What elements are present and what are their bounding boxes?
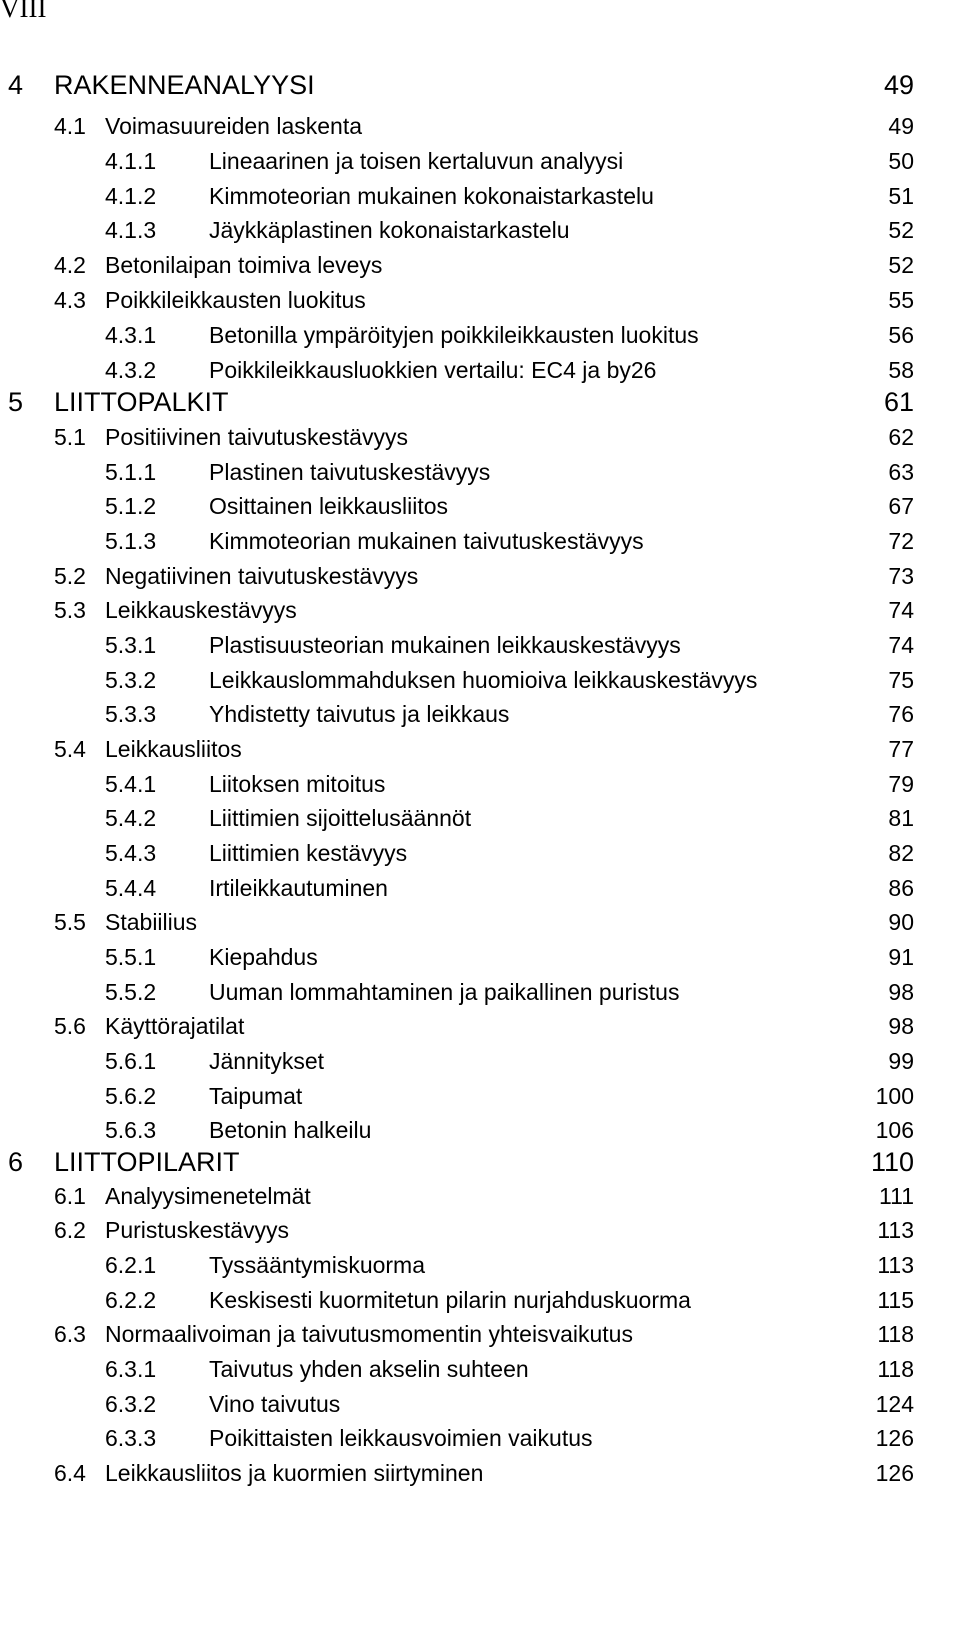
dot-leader	[198, 921, 887, 935]
toc-entry-number: 4.3	[54, 286, 86, 313]
toc-entry-number: 6.3.3	[105, 1424, 157, 1451]
toc-entry-number: 4.2	[54, 251, 86, 278]
toc-entry-title: Jäykkäplastinen kokonaistarkastelu	[209, 216, 570, 243]
toc-entry[interactable]	[0, 1214, 960, 1246]
toc-entry-title: Kiepahdus	[209, 943, 318, 970]
toc-entry-number: 5.4	[54, 735, 86, 762]
toc-entry-number: 5.6	[54, 1012, 86, 1039]
toc-entry-title: Stabiilius	[105, 908, 198, 935]
toc-entry-page: 72	[888, 527, 914, 554]
toc-entry-title: Normaalivoiman ja taivutusmomentin yhteisvaikutus	[105, 1320, 633, 1347]
toc-entry[interactable]	[0, 837, 960, 869]
toc-entry-page: 52	[888, 251, 914, 278]
dot-leader	[682, 644, 888, 658]
toc-entry-title: Betonilaipan toimiva leveys	[105, 251, 383, 278]
toc-entry-number: 4.1	[54, 112, 86, 139]
toc-entry-title: Voimasuureiden laskenta	[105, 112, 362, 139]
toc-entry[interactable]	[0, 560, 960, 592]
dot-leader	[634, 1333, 876, 1347]
toc-entry-page: 118	[877, 1355, 914, 1382]
toc-entry-page: 56	[888, 321, 914, 348]
toc-entry-page: 51	[888, 182, 914, 209]
toc-entry-number: 5.1.2	[105, 492, 157, 519]
toc-entry-page: 73	[888, 562, 914, 589]
toc-entry[interactable]	[0, 421, 960, 453]
toc-entry-number: 5.6.1	[105, 1047, 157, 1074]
toc-entry-number: 4.1.3	[105, 216, 157, 243]
toc-entry-title: Poikkileikkausten luokitus	[105, 286, 366, 313]
toc-entry-page: 126	[875, 1459, 914, 1486]
toc-entry[interactable]	[0, 249, 960, 281]
toc-entry[interactable]	[0, 525, 960, 557]
toc-entry-number: 4.1.2	[105, 182, 157, 209]
toc-entry-number: 5.5	[54, 908, 86, 935]
dot-leader	[594, 1437, 875, 1451]
toc-entry[interactable]	[0, 698, 960, 730]
toc-entry-title: Taipumat	[209, 1082, 303, 1109]
toc-entry-title: Uuman lommahtaminen ja paikallinen puristus	[209, 978, 680, 1005]
toc-entry-number: 5.4.2	[105, 804, 157, 831]
toc-entry-title: Betonilla ympäröityjen poikkileikkausten luokitus	[209, 321, 699, 348]
dot-leader	[571, 229, 888, 243]
toc-entry-page: 124	[875, 1390, 914, 1417]
toc-entry-page: 52	[888, 216, 914, 243]
toc-entry-number: 5.4.3	[105, 839, 157, 866]
toc-entry[interactable]	[0, 1010, 960, 1042]
dot-leader	[657, 369, 887, 383]
toc-entry-title: Positiivinen taivutuskestävyys	[105, 423, 408, 450]
toc-entry-page: 77	[888, 735, 914, 762]
dot-leader	[472, 817, 887, 831]
toc-entry[interactable]	[0, 1284, 960, 1316]
toc-entry-page: 91	[888, 943, 914, 970]
dot-leader	[426, 1264, 876, 1278]
toc-entry-page: 63	[888, 458, 914, 485]
toc-entry-page: 100	[875, 1082, 914, 1109]
toc-entry-number: 6.3.2	[105, 1390, 157, 1417]
dot-leader	[700, 334, 888, 348]
toc-entry-title: Kimmoteorian mukainen taivutuskestävyys	[209, 527, 644, 554]
toc-entry-title: Liittimien kestävyys	[209, 839, 408, 866]
toc-entry-number: 6.2	[54, 1216, 86, 1243]
toc-entry-title: Leikkauslommahduksen huomioiva leikkauskestävyys	[209, 666, 758, 693]
toc-entry[interactable]	[0, 284, 960, 316]
toc-entry-title: Puristuskestävyys	[105, 1216, 290, 1243]
dot-leader	[449, 505, 887, 519]
toc-entry[interactable]	[0, 664, 960, 696]
toc-entry-number: 6.2.2	[105, 1286, 157, 1313]
dot-leader	[367, 299, 888, 313]
dot-leader	[372, 1129, 874, 1143]
toc-entry-page: 86	[888, 874, 914, 901]
toc-entry-page: 58	[888, 356, 914, 383]
toc-entry-number: 4.3.2	[105, 356, 157, 383]
toc-entry[interactable]	[0, 145, 960, 177]
toc-entry[interactable]	[0, 1080, 960, 1112]
toc-entry[interactable]	[0, 733, 960, 765]
toc-entry-title: Käyttörajatilat	[105, 1012, 245, 1039]
page-number: VIII	[0, 0, 47, 23]
toc-entry-page: 126	[875, 1424, 914, 1451]
dot-leader	[409, 436, 887, 450]
dot-leader	[386, 783, 887, 797]
toc-entry-page: 76	[888, 700, 914, 727]
toc-entry-title: Analyysimenetelmät	[105, 1182, 311, 1209]
toc-entry-number: 5.3.3	[105, 700, 157, 727]
toc-entry-number: 5.4.1	[105, 770, 157, 797]
toc-entry-page: 98	[888, 1012, 914, 1039]
dot-leader	[298, 609, 888, 623]
toc-entry-page: 74	[888, 631, 914, 658]
toc-entry-title: Yhdistetty taivutus ja leikkaus	[209, 700, 510, 727]
toc-entry-title: Leikkauskestävyys	[105, 596, 297, 623]
toc-entry-title: Betonin halkeilu	[209, 1116, 372, 1143]
toc-entry[interactable]	[0, 1249, 960, 1281]
toc-entry[interactable]	[0, 354, 960, 386]
toc-entry-title: Leikkausliitos	[105, 735, 242, 762]
toc-entry[interactable]	[0, 214, 960, 246]
dot-leader	[341, 1403, 874, 1417]
dot-leader	[408, 852, 887, 866]
toc-entry-page: 61	[883, 386, 914, 417]
dot-leader	[316, 84, 883, 98]
dot-leader	[655, 195, 888, 209]
toc-entry-page: 49	[883, 69, 914, 100]
dot-leader	[230, 401, 883, 415]
dot-leader	[245, 1025, 887, 1039]
toc-entry[interactable]	[0, 1045, 960, 1077]
toc-entry-title: Osittainen leikkausliitos	[209, 492, 449, 519]
dot-leader	[680, 991, 887, 1005]
toc-entry-page: 115	[877, 1286, 914, 1313]
toc-entry-number: 6.1	[54, 1182, 86, 1209]
toc-entry-page: 99	[888, 1047, 914, 1074]
dot-leader	[692, 1299, 876, 1313]
toc-entry-page: 82	[888, 839, 914, 866]
dot-leader	[389, 887, 887, 901]
toc-entry-title: Plastisuusteorian mukainen leikkauskestävyys	[209, 631, 681, 658]
toc-entry[interactable]	[0, 180, 960, 212]
toc-entry[interactable]	[0, 110, 960, 142]
toc-entry[interactable]	[0, 768, 960, 800]
toc-entry-number: 5.3	[54, 596, 86, 623]
dot-leader	[303, 1095, 874, 1109]
toc-entry[interactable]	[0, 1114, 960, 1146]
toc-entry-title: Keskisesti kuormitetun pilarin nurjahduskuorma	[209, 1286, 691, 1313]
toc-entry-page: 113	[877, 1216, 914, 1243]
dot-leader	[312, 1195, 878, 1209]
dot-leader	[530, 1368, 877, 1382]
toc-entry[interactable]	[0, 629, 960, 661]
toc-chapter[interactable]	[0, 67, 960, 103]
toc-entry[interactable]	[0, 1318, 960, 1350]
toc-chapter[interactable]	[0, 1144, 960, 1180]
toc-entry[interactable]	[0, 941, 960, 973]
toc-entry-number: 5.6.2	[105, 1082, 157, 1109]
toc-entry-number: 6.3.1	[105, 1355, 157, 1382]
toc-entry-title: Taivutus yhden akselin suhteen	[209, 1355, 529, 1382]
dot-leader	[484, 1472, 874, 1486]
toc-entry-page: 55	[888, 286, 914, 313]
toc-entry-page: 79	[888, 770, 914, 797]
toc-entry-number: 4	[8, 69, 24, 100]
toc-entry-number: 6.2.1	[105, 1251, 157, 1278]
dot-leader	[290, 1229, 876, 1243]
toc-chapter[interactable]	[0, 384, 960, 420]
toc-entry[interactable]	[0, 906, 960, 938]
toc-entry-number: 5.1.3	[105, 527, 157, 554]
toc-entry-number: 5.2	[54, 562, 86, 589]
dot-leader	[491, 471, 887, 485]
dot-leader	[645, 540, 888, 554]
toc-entry[interactable]	[0, 1457, 960, 1489]
toc-entry-page: 106	[875, 1116, 914, 1143]
toc-entry-page: 113	[877, 1251, 914, 1278]
toc-entry[interactable]	[0, 490, 960, 522]
dot-leader	[419, 575, 887, 589]
toc-entry-title: Plastinen taivutuskestävyys	[209, 458, 491, 485]
toc-entry[interactable]	[0, 1180, 960, 1212]
toc-entry-page: 81	[888, 804, 914, 831]
toc-entry-number: 5.5.1	[105, 943, 157, 970]
toc-entry-number: 6.4	[54, 1459, 86, 1486]
toc-entry[interactable]	[0, 976, 960, 1008]
toc-entry[interactable]	[0, 1353, 960, 1385]
toc-entry-number: 5.5.2	[105, 978, 157, 1005]
toc-entry-title: RAKENNEANALYYSI	[54, 69, 315, 100]
dot-leader	[383, 264, 887, 278]
dot-leader	[510, 713, 887, 727]
dot-leader	[319, 956, 888, 970]
toc-entry-page: 74	[888, 596, 914, 623]
toc-entry-title: Poikkileikkausluokkien vertailu: EC4 ja by26	[209, 356, 657, 383]
toc-entry-title: Tyssääntymiskuorma	[209, 1251, 426, 1278]
toc-entry-number: 5.3.2	[105, 666, 157, 693]
dot-leader	[758, 679, 887, 693]
toc-entry-number: 5.3.1	[105, 631, 157, 658]
toc-entry-title: Liitoksen mitoitus	[209, 770, 386, 797]
toc-entry-page: 75	[888, 666, 914, 693]
toc-entry-title: Poikittaisten leikkausvoimien vaikutus	[209, 1424, 593, 1451]
dot-leader	[243, 748, 888, 762]
toc-entry[interactable]	[0, 1388, 960, 1420]
toc-entry-title: Jännitykset	[209, 1047, 325, 1074]
toc-entry-title: Kimmoteorian mukainen kokonaistarkastelu	[209, 182, 654, 209]
toc-entry-title: Negatiivinen taivutuskestävyys	[105, 562, 419, 589]
toc-entry-number: 5.1.1	[105, 458, 157, 485]
toc-entry-title: Vino taivutus	[209, 1390, 341, 1417]
toc-entry[interactable]	[0, 319, 960, 351]
toc-entry-number: 4.3.1	[105, 321, 157, 348]
toc-entry-title: LIITTOPILARIT	[54, 1146, 240, 1177]
toc-entry-title: LIITTOPALKIT	[54, 386, 229, 417]
toc-entry-number: 5	[8, 386, 24, 417]
toc-entry-page: 110	[870, 1146, 914, 1177]
toc-entry-page: 62	[888, 423, 914, 450]
toc-entry[interactable]	[0, 1422, 960, 1454]
toc-entry-page: 67	[888, 492, 914, 519]
toc-entry-number: 4.1.1	[105, 147, 157, 174]
toc-entry-number: 5.6.3	[105, 1116, 157, 1143]
dot-leader	[325, 1060, 887, 1074]
toc-entry-page: 50	[888, 147, 914, 174]
toc-entry-number: 5.1	[54, 423, 86, 450]
toc-entry-title: Lineaarinen ja toisen kertaluvun analyysi	[209, 147, 624, 174]
dot-leader	[363, 125, 887, 139]
toc-entry[interactable]	[0, 802, 960, 834]
toc-entry[interactable]	[0, 872, 960, 904]
toc-entry[interactable]	[0, 594, 960, 626]
toc-entry-title: Irtileikkautuminen	[209, 874, 388, 901]
toc-entry-page: 49	[888, 112, 914, 139]
dot-leader	[241, 1161, 870, 1175]
toc-entry-number: 5.4.4	[105, 874, 157, 901]
toc-entry-number: 6.3	[54, 1320, 86, 1347]
dot-leader	[624, 160, 887, 174]
toc-entry-page: 118	[877, 1320, 914, 1347]
toc-entry-page: 98	[888, 978, 914, 1005]
toc-entry-number: 6	[8, 1146, 24, 1177]
toc-entry[interactable]	[0, 456, 960, 488]
toc-entry-page: 90	[888, 908, 914, 935]
toc-entry-title: Leikkausliitos ja kuormien siirtyminen	[105, 1459, 484, 1486]
toc-entry-title: Liittimien sijoittelusäännöt	[209, 804, 472, 831]
toc-entry-page: 111	[879, 1182, 914, 1209]
